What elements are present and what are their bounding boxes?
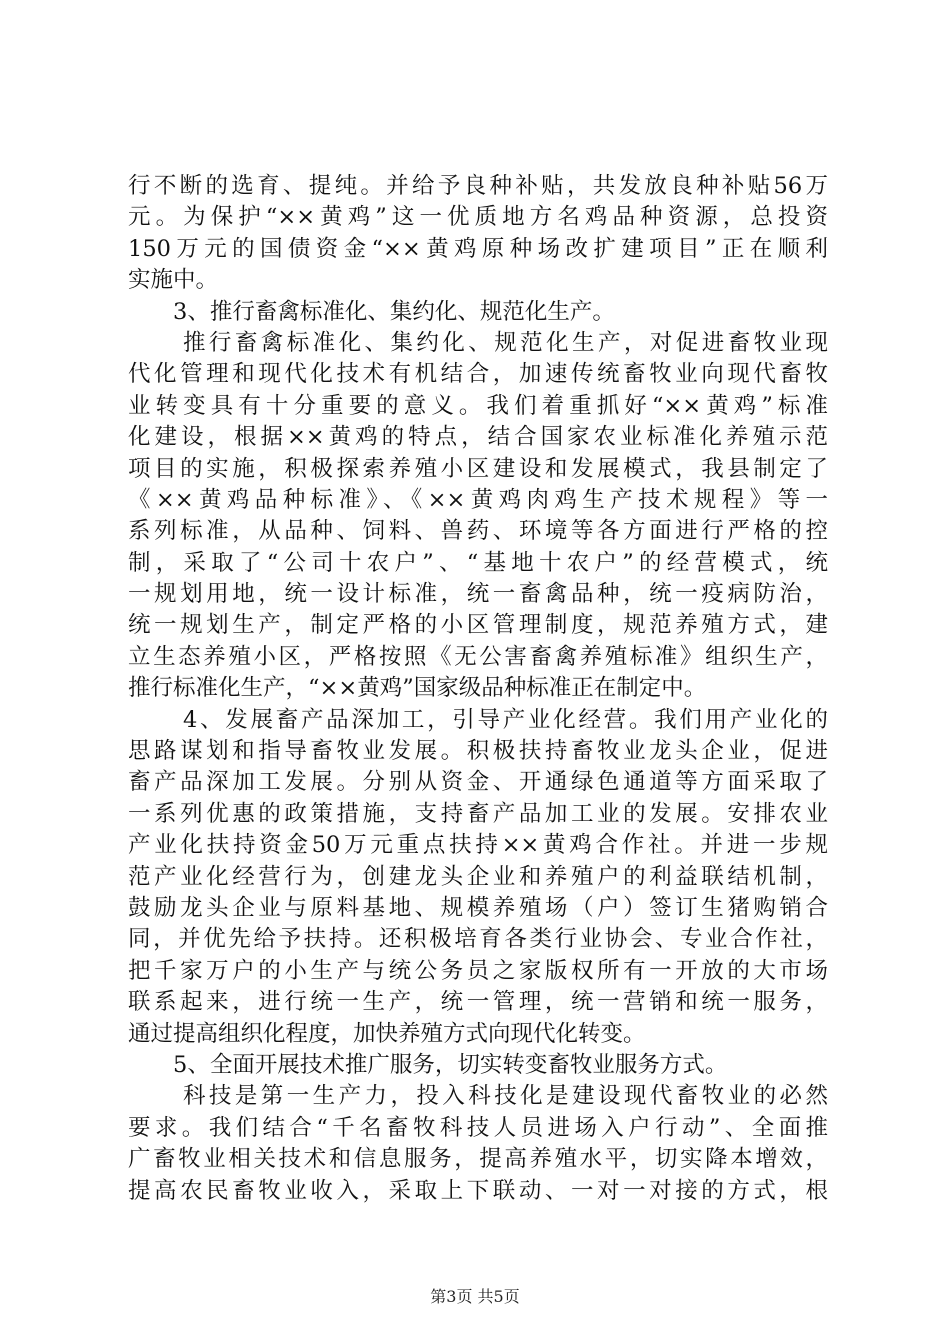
text-line: 实施中。 [128, 267, 219, 294]
text-line: 项目的实施，积极探索养殖小区建设和发展模式，我县制定了 [128, 455, 828, 482]
text-line: 产业化扶持资金50万元重点扶持××黄鸡合作社。并进一步规 [128, 832, 828, 859]
text-line: 一规划用地，统一设计标准，统一畜禽品种，统一疫病防治， [128, 581, 828, 608]
text-line: 4、发展畜产品深加工，引导产业化经营。我们用产业化的 [183, 706, 828, 733]
text-line: 提高农民畜牧业收入，采取上下联动、一对一对接的方式，根 [128, 1177, 828, 1204]
text-line: 科技是第一生产力，投入科技化是建设现代畜牧业的必然 [183, 1083, 828, 1110]
text-line: 立生态养殖小区，严格按照《无公害畜禽养殖标准》组织生产， [128, 643, 828, 670]
text-line: 推行畜禽标准化、集约化、规范化生产，对促进畜牧业现 [183, 329, 828, 356]
text-line: 思路谋划和指导畜牧业发展。积极扶持畜牧业龙头企业，促进 [128, 738, 828, 765]
text-line: 联系起来，进行统一生产，统一管理，统一营销和统一服务， [128, 989, 828, 1016]
text-line: 畜产品深加工发展。分别从资金、开通绿色通道等方面采取了 [128, 769, 828, 796]
text-line: 系列标准，从品种、饲料、兽药、环境等各方面进行严格的控 [128, 518, 828, 545]
text-line: 广畜牧业相关技术和信息服务，提高养殖水平，切实降本增效， [128, 1146, 828, 1173]
text-line: 范产业化经营行为，创建龙头企业和养殖户的利益联结机制， [128, 863, 828, 890]
text-line: 代化管理和现代化技术有机结合，加速传统畜牧业向现代畜牧 [128, 361, 828, 388]
text-line: 统一规划生产，制定严格的小区管理制度，规范养殖方式，建 [128, 612, 828, 639]
text-line: 鼓励龙头企业与原料基地、规模养殖场（户）签订生猪购销合 [128, 894, 828, 921]
text-line: 一系列优惠的政策措施，支持畜产品加工业的发展。安排农业 [128, 800, 828, 827]
text-line: 把千家万户的小生产与统公务员之家版权所有一开放的大市场 [128, 957, 828, 984]
text-line: 化建设，根据××黄鸡的特点，结合国家农业标准化养殖示范 [128, 424, 828, 451]
text-line: 《××黄鸡品种标准》、《××黄鸡肉鸡生产技术规程》等一 [128, 486, 828, 513]
page-footer: 第3页 共5页 [430, 1287, 520, 1306]
text-line: 元。为保护“××黄鸡”这一优质地方名鸡品种资源，总投资 [128, 204, 828, 231]
text-line: 150万元的国债资金“××黄鸡原种场改扩建项目”正在顺利 [128, 235, 828, 262]
text-line: 制，采取了“公司十农户”、“基地十农户”的经营模式，统 [128, 549, 828, 576]
text-line: 同，并优先给予扶持。还积极培育各类行业协会、专业合作社， [128, 926, 828, 953]
text-line: 业转变具有十分重要的意义。我们着重抓好“××黄鸡”标准 [128, 392, 828, 419]
text-line: 通过提高组织化程度，加快养殖方式向现代化转变。 [128, 1020, 646, 1047]
text-line: 3、推行畜禽标准化、集约化、规范化生产。 [173, 298, 615, 325]
text-line: 5、全面开展技术推广服务，切实转变畜牧业服务方式。 [173, 1051, 728, 1078]
document-body [128, 171, 828, 1207]
text-line: 行不断的选育、提纯。并给予良种补贴，共发放良种补贴56万 [128, 173, 828, 199]
text-line: 推行标准化生产，“××黄鸡”国家级品种标准正在制定中。 [128, 675, 707, 702]
text-line: 要求。我们结合“千名畜牧科技人员进场入户行动”、全面推 [128, 1114, 828, 1141]
